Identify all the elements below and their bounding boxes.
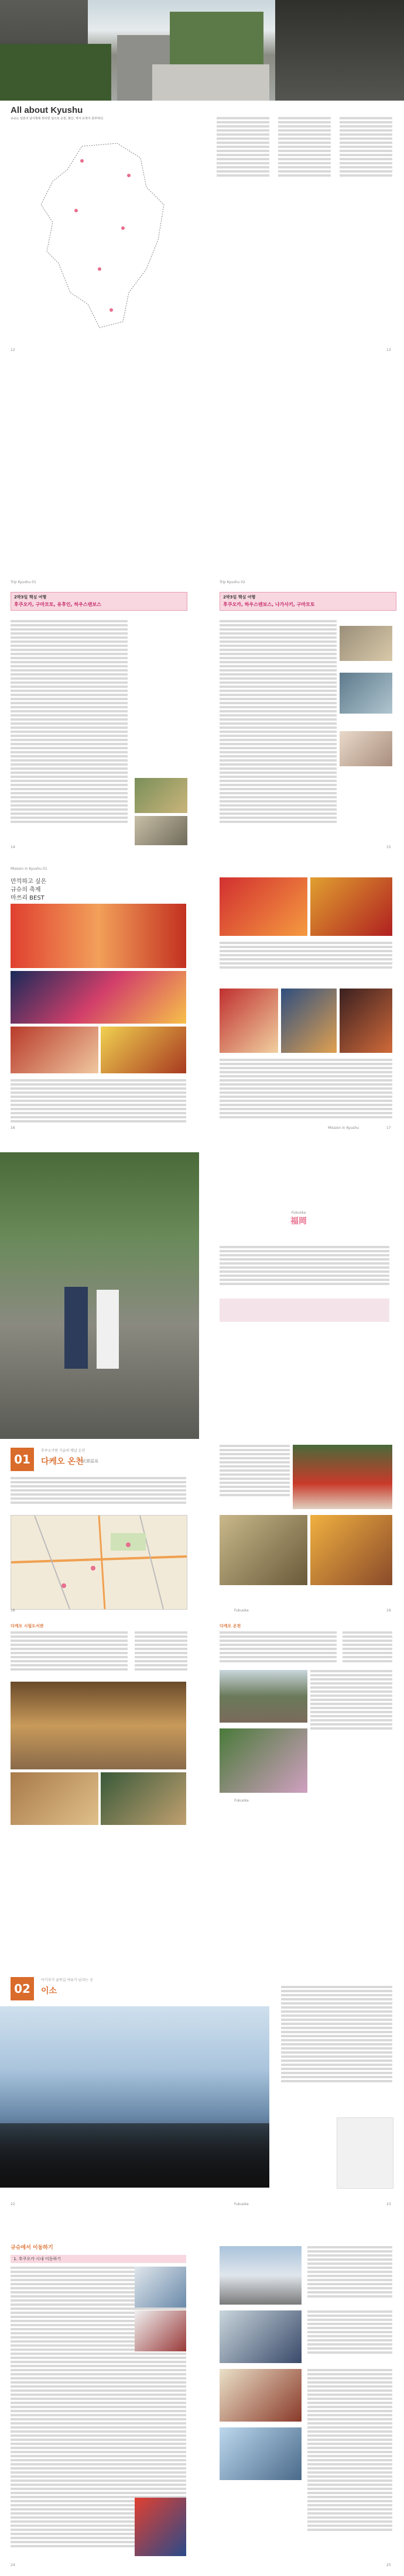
onsen-building-photo [220,1670,307,1723]
transport-subheader: 1. 후쿠오카 시내 이동하기 [11,2255,186,2263]
festival-photo-lanterns [220,877,307,936]
page-number: 22 [11,2202,15,2206]
takeo-building-photo [220,1515,307,1585]
library-shelves-photo [11,1772,98,1825]
takeo-map-area [0,1515,404,1614]
library-title: 다케오 시립도서관 [11,1624,44,1628]
onsen-text-2 [310,1670,392,1731]
page-number: 14 [11,845,15,849]
onsen-title: 다케오 온천 [220,1624,241,1628]
festival-title-3: 마쓰리 BEST [11,895,44,901]
transport-text-right-3 [307,2369,392,2533]
page-number: 25 [386,2563,391,2567]
festival-photo-night [340,989,392,1053]
garden-photo [220,1728,307,1793]
festival-text-right-1 [220,942,392,970]
kyushu-map [12,135,187,339]
hero-street-photo [0,0,404,101]
spread-trip-courses [0,579,404,854]
onsen-text [220,1631,337,1664]
page-number: 16 [11,1126,15,1130]
city-en: Fukuoka [291,1211,306,1215]
spread1-title: All about Kyushu [11,105,83,115]
page-number: 18 [11,1609,15,1613]
spread1-intro: 규슈는 일본의 남서쪽에 위치한 섬으로 온천, 화산, 역사 유적이 풍부하다. [11,117,104,120]
festival-photo-shrine [220,989,278,1053]
festival-text-left [11,1079,186,1124]
course-left-photo [135,816,187,845]
festival-photo-dancers [11,904,186,968]
page-number: 12 [11,348,15,352]
aso-text [281,1986,392,2084]
takeo-intro-text [11,1477,186,1506]
course-right-schedule [220,620,337,825]
section-hanja: 武雄温泉 [82,1459,98,1463]
transport-photo-bus [135,2267,186,2308]
page-number: 24 [11,2563,15,2567]
transport-text-right-1 [307,2246,392,2299]
transport-photo-express [220,2310,302,2363]
section-takeo-onsen [0,1445,404,1509]
aso-info-box [337,2117,393,2189]
course-right-photo [340,673,392,714]
transport-photo-festival [135,2498,186,2556]
spread1-text-column-3 [340,117,392,339]
transport-photo-train [135,2310,186,2351]
section-subtitle: 아기자기 골목길 여유가 넘치는 곳 [41,1978,93,1982]
fukuoka-quote-box [220,1299,389,1322]
festival-photo-crowd [11,1027,98,1073]
takeo-gate-photo [293,1445,392,1509]
spread6-footer: Fukuoka [234,2202,249,2206]
festival-title-2: 규슈의 축제 [11,887,41,893]
spread-takeo-library [0,1623,404,1951]
festival-text-right-2 [220,1059,392,1120]
section-subtitle: 후쿠오카현 기슭의 옛날 온천 [41,1449,85,1453]
festival-photo-dragon [310,877,392,936]
spread3-header-left: Mission in Kyushu 01 [11,867,47,871]
course-right-photo [340,626,392,661]
fukuoka-badge [281,1211,316,1227]
page-number: 15 [386,845,391,849]
course-right-label: 2박3일 핵심 여행 [223,595,256,600]
spread2-header-right: Trip Kyushu 02 [220,580,245,584]
festival-photo-floats [281,989,337,1053]
section-title: 이소 [41,1986,57,1996]
transport-photo-station [220,2246,302,2305]
page-number: 17 [386,1126,391,1130]
festival-title-1: 만끽하고 싶은 [11,879,47,885]
spread-transport [0,2240,404,2574]
course-left-title: 후쿠오카, 구마모토, 유후인, 하우스텐보스 [14,602,101,607]
spread5-footer: Fukuoka [234,1799,249,1803]
library-info [135,1631,187,1672]
spread1-text-column-1 [217,117,269,339]
course-left-box [11,592,187,611]
spread-fukuoka-takeo [0,1152,404,1439]
spread4-footer: Fukuoka [234,1609,249,1613]
aso-mountain-photo [0,2006,269,2188]
spread-all-about-kyushu [0,0,404,357]
spread-aso [0,1974,404,2226]
section-number: 02 [11,1977,34,2000]
library-text [11,1631,128,1672]
transport-photo-ferry [220,2427,302,2480]
section-title: 다케오 온천 [41,1457,84,1466]
spread2-header-left: Trip Kyushu 01 [11,580,36,584]
spread-festivals [0,866,404,1135]
course-left-photo [135,778,187,813]
course-right-photo [340,731,392,766]
section-number: 01 [11,1448,34,1471]
takeo-map [11,1515,187,1610]
page-number: 19 [386,1609,391,1613]
onsen-info [343,1631,392,1664]
festival-photo-parade [101,1027,186,1073]
takeo-sidebar [220,1445,290,1498]
transport-text-right-2 [307,2310,392,2355]
festival-photo-fireworks [11,971,186,1024]
page-number: 13 [386,348,391,352]
transport-header: 규슈에서 이동하기 [11,2245,53,2251]
course-left-label: 2박3일 핵심 여행 [14,595,47,600]
course-right-box [220,592,396,611]
city-ko: 福岡 [290,1217,307,1226]
yukata-street-photo [0,1152,199,1439]
library-cafe-photo [101,1772,186,1825]
page-number: 23 [386,2202,391,2206]
spread3-footer-right: Mission in Kyushu [328,1126,360,1130]
library-interior-photo [11,1682,186,1769]
course-right-title: 후쿠오카, 하우스텐보스, 나가사키, 구마모토 [223,602,315,607]
transport-photo-tram [220,2369,302,2422]
course-left-schedule [11,620,128,825]
spread1-text-column-2 [278,117,331,339]
fukuoka-intro-text [220,1246,389,1287]
takeo-lantern-photo [310,1515,392,1585]
